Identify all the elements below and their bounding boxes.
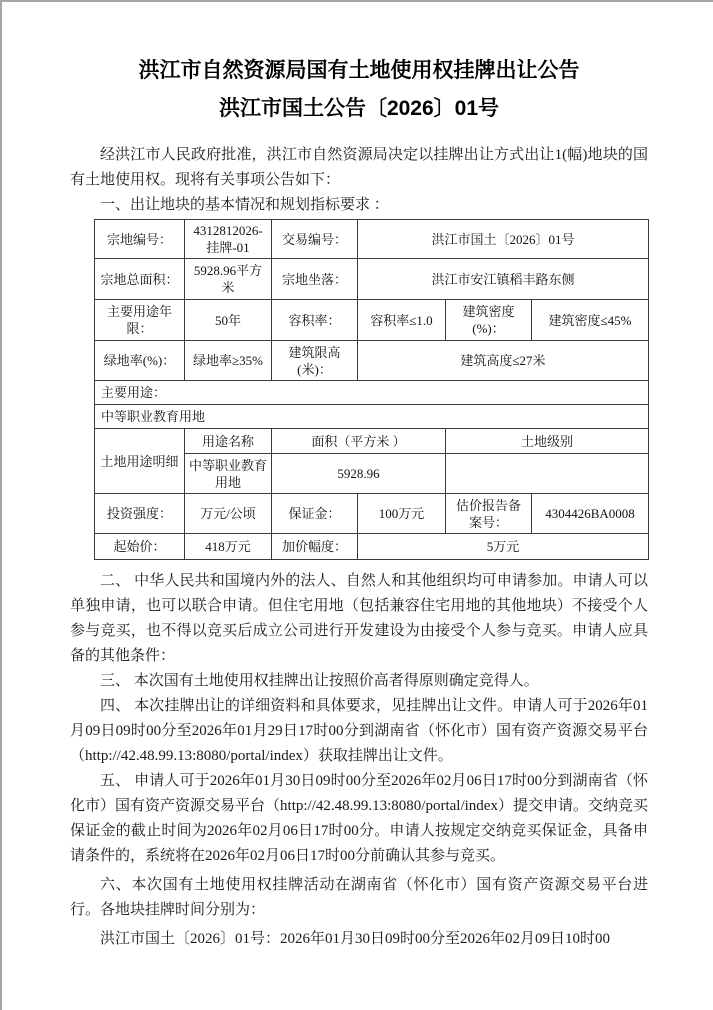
parcel-id-value: 4312812026-挂牌-01 xyxy=(185,220,272,259)
table-row xyxy=(95,220,649,259)
land-grade-header: 土地级别 xyxy=(446,429,649,454)
table-row xyxy=(95,534,649,560)
page-subtitle: 洪江市国土公告〔2026〕01号 xyxy=(218,97,500,120)
paragraph-7-listing-time: 洪江市国土〔2026〕01号：2026年01月30日09时00分至2026年02月09日10时00 xyxy=(100,931,611,947)
appraisal-number-value: 4304426BA0008 xyxy=(532,494,649,534)
table-row xyxy=(95,259,649,300)
investment-intensity-value: 万元/公顷 xyxy=(185,494,272,534)
transaction-id-label: 交易编号： xyxy=(272,220,358,259)
building-density-label: 建筑密度(%)： xyxy=(446,300,532,341)
height-limit-label: 建筑限高(米)： xyxy=(272,341,358,381)
land-grade-value xyxy=(446,454,649,494)
increment-value: 5万元 xyxy=(358,534,649,560)
main-use-label: 主要用途： xyxy=(95,381,649,405)
table-row xyxy=(95,429,649,454)
location-label: 宗地坐落： xyxy=(272,259,358,300)
parcel-info-table xyxy=(94,219,649,560)
starting-price-label: 起始价： xyxy=(95,534,185,560)
main-use-value: 中等职业教育用地 xyxy=(95,405,649,429)
document-content xyxy=(2,2,713,952)
use-name-value: 中等职业教育用地 xyxy=(185,454,272,494)
deposit-value: 100万元 xyxy=(358,494,446,534)
location-value: 洪江市安江镇稻丰路东侧 xyxy=(358,259,649,300)
section-1-heading: 一、出让地块的基本情况和规划指标要求 ： xyxy=(100,197,389,213)
table-row xyxy=(95,341,649,381)
total-area-value: 5928.96平方米 xyxy=(185,259,272,300)
transaction-id-value: 洪江市国土〔2026〕01号 xyxy=(358,220,649,259)
parcel-id-label: 宗地编号： xyxy=(95,220,185,259)
total-area-label: 宗地总面积： xyxy=(95,259,185,300)
table-row xyxy=(95,405,649,429)
area-header: 面积（平方米 ） xyxy=(272,429,446,454)
use-name-header: 用途名称 xyxy=(185,429,272,454)
starting-price-value: 418万元 xyxy=(185,534,272,560)
deposit-label: 保证金： xyxy=(272,494,358,534)
page-title: 洪江市自然资源局国有土地使用权挂牌出让公告 xyxy=(138,59,580,82)
table-row xyxy=(95,494,649,534)
appraisal-number-label: 估价报告备案号： xyxy=(446,494,532,534)
plot-ratio-label: 容积率： xyxy=(272,300,358,341)
area-value: 5928.96 xyxy=(272,454,446,494)
paragraph-2: 二、 中华人民共和国境内外的法人、自然人和其他组织均可申请参加。申请人可以单独申请，也可以联合申请。但住宅用地（包括兼容住宅用地的其他地块）不接受个人参与竞买，也不得以竞买后成立公司进行开发建设为由接受个人参与竞买。申请人应具备的其他条件： xyxy=(70,573,648,664)
paragraph-6: 六、本次国有土地使用权挂牌活动在湖南省（怀化市）国有资产资源交易平台进行。各地块挂牌时间分别为： xyxy=(70,877,648,918)
paragraph-4: 四、 本次挂牌出让的详细资料和具体要求，见挂牌出让文件。申请人可于2026年01月09日09时00分至2026年01月29日17时00分到湖南省（怀化市）国有资产资源交易平台（http://42.48.99.13:8080/portal/index）获取挂牌出让文件。 xyxy=(70,698,648,764)
paragraph-3: 三、 本次国有土地使用权挂牌出让按照价高者得原则确定竞得人。 xyxy=(100,673,539,689)
table-row xyxy=(95,381,649,405)
use-term-label: 主要用途年限： xyxy=(95,300,185,341)
plot-ratio-value: 容积率≤1.0 xyxy=(358,300,446,341)
land-use-detail-label: 土地用途明细 xyxy=(95,429,185,494)
paragraph-5: 五、 申请人可于2026年01月30日09时00分至2026年02月06日17时00分到湖南省（怀化市）国有资产资源交易平台（http://42.48.99.13:8080/portal/index）提交申请。交纳竞买保证金的截止时间为2026年02月06日17时00分。申请人按规定交纳竞买保证金，具备申请条件的，系统将在2026年02月06日17时00分前确认其参与竞买。 xyxy=(70,773,648,864)
table-row xyxy=(95,300,649,341)
increment-label: 加价幅度： xyxy=(272,534,358,560)
greening-rate-label: 绿地率(%)： xyxy=(95,341,185,381)
height-limit-value: 建筑高度≤27米 xyxy=(358,341,649,381)
investment-intensity-label: 投资强度： xyxy=(95,494,185,534)
greening-rate-value: 绿地率≥35% xyxy=(185,341,272,381)
use-term-value: 50年 xyxy=(185,300,272,341)
intro-paragraph: 经洪江市人民政府批准，洪江市自然资源局决定以挂牌出让方式出让1(幅)地块的国有土地使用权。现将有关事项公告如下： xyxy=(70,147,648,188)
building-density-value: 建筑密度≤45% xyxy=(532,300,649,341)
